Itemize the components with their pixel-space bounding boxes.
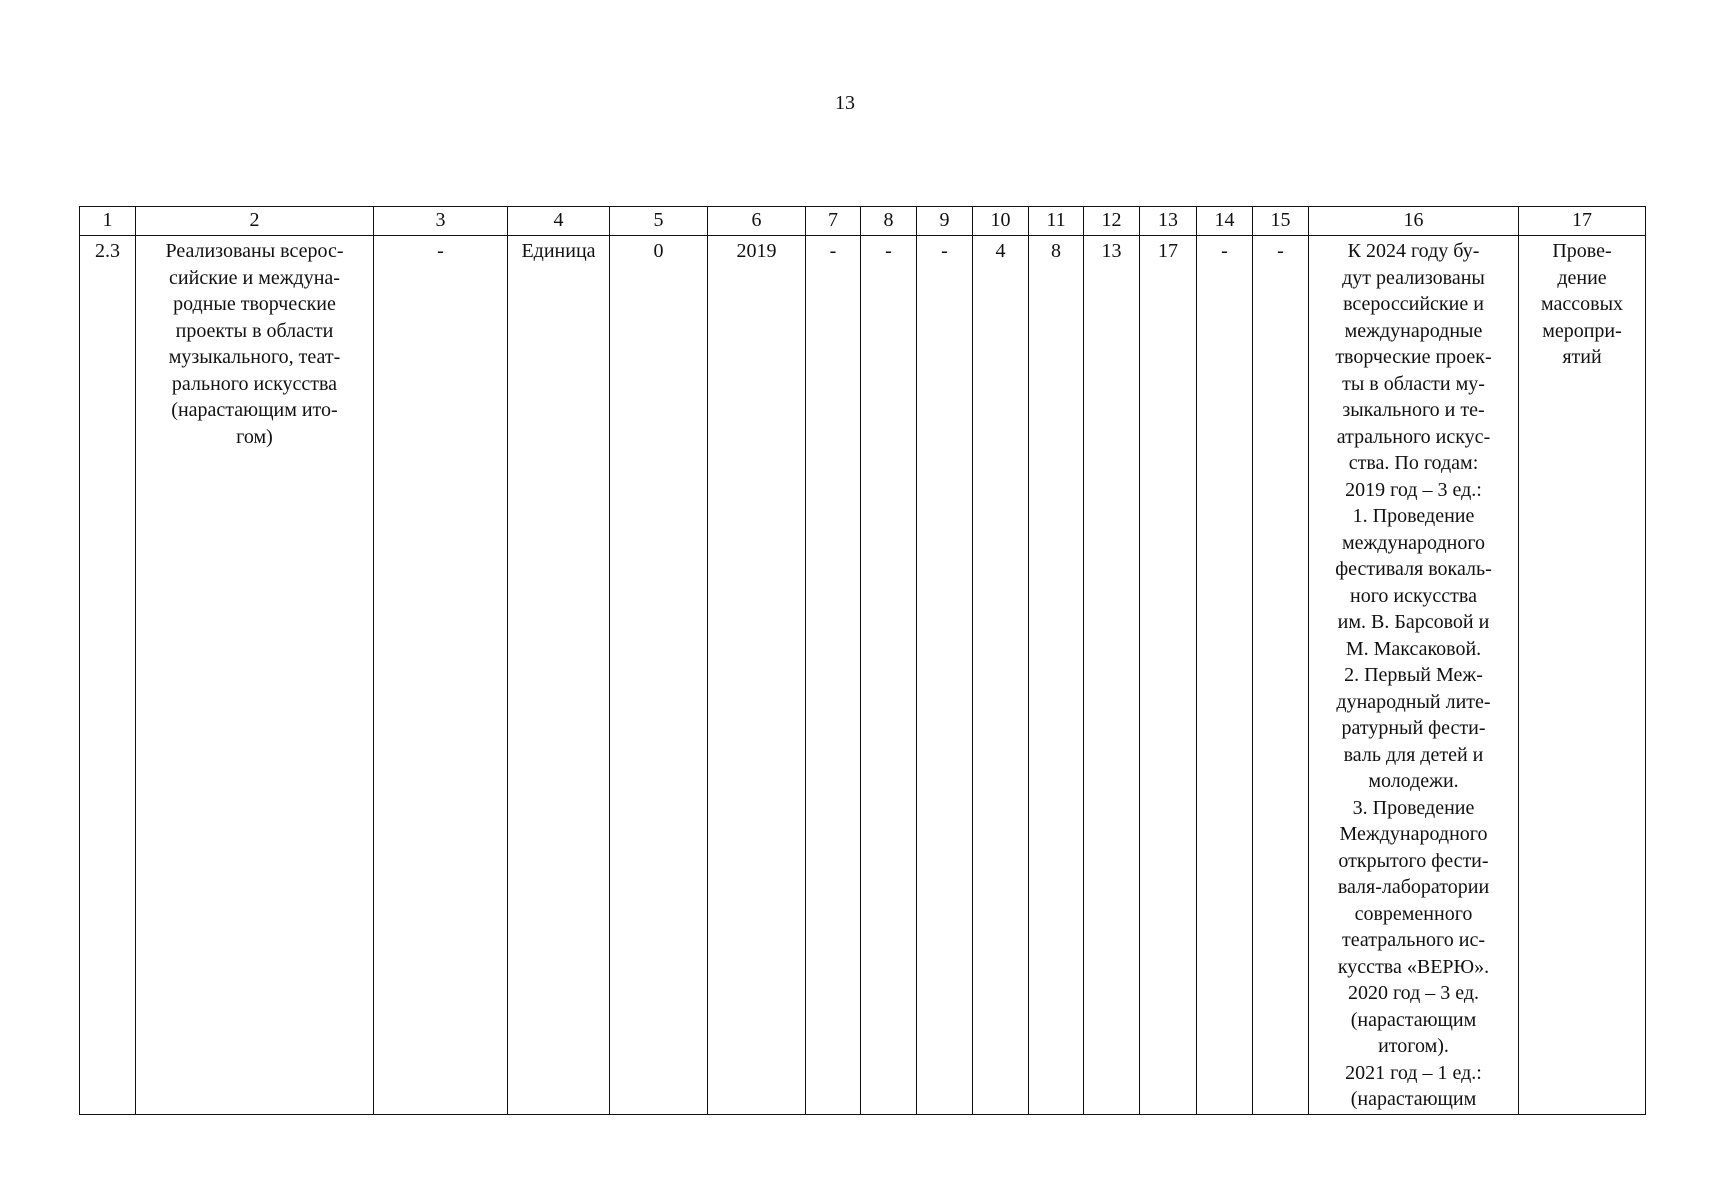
row-number: 2.3 <box>80 236 136 1115</box>
base-year-cell: 2019 <box>708 236 806 1115</box>
table-row <box>80 236 1646 1115</box>
header-col-3: 3 <box>374 207 508 236</box>
cell-col-8: - <box>861 236 917 1115</box>
header-col-5: 5 <box>610 207 708 236</box>
header-col-7: 7 <box>806 207 861 236</box>
page-number: 13 <box>835 92 855 114</box>
note-cell: Прове- дение массовых меропри- ятий <box>1519 236 1646 1115</box>
cell-col-13: 17 <box>1140 236 1197 1115</box>
cell-col-7: - <box>806 236 861 1115</box>
header-col-6: 6 <box>708 207 806 236</box>
cell-col-9: - <box>917 236 973 1115</box>
header-col-8: 8 <box>861 207 917 236</box>
cell-col-11: 8 <box>1029 236 1084 1115</box>
cell-col-10: 4 <box>973 236 1029 1115</box>
base-value-cell: 0 <box>610 236 708 1115</box>
header-col-1: 1 <box>80 207 136 236</box>
unit-cell: Единица <box>508 236 610 1115</box>
description-cell: К 2024 году бу- дут реализованы всероссийские и международные творческие проек- ты в области му- зыкального и те- атрального искус- ства. По годам: 2019 год – 3 ед.: 1. Проведение международного фестиваля вокаль- ного искусства им. В. Барсовой и М. Максаковой. 2. Первый Меж- дународный лите- ратурный фести- валь для детей и молодежи. 3. Проведение Международного открытого фести- валя-лаборатории современного театрального ис- кусства «ВЕРЮ». 2020 год – 3 ед. (нарастающим итогом). 2021 год – 1 ед.: (нарастающим <box>1309 236 1519 1115</box>
header-col-17: 17 <box>1519 207 1646 236</box>
header-col-14: 14 <box>1197 207 1253 236</box>
header-col-4: 4 <box>508 207 610 236</box>
header-col-9: 9 <box>917 207 973 236</box>
header-col-15: 15 <box>1253 207 1309 236</box>
header-row <box>80 207 1646 236</box>
header-col-16: 16 <box>1309 207 1519 236</box>
header-col-2: 2 <box>136 207 374 236</box>
header-col-13: 13 <box>1140 207 1197 236</box>
header-col-10: 10 <box>973 207 1029 236</box>
indicators-table <box>79 206 1646 1115</box>
indicator-name: Реализованы всерос- сийские и междуна- родные творческие проекты в области музыкального, теат- рального искусства (нарастающим ито- гом) <box>136 236 374 1115</box>
cell-col-3: - <box>374 236 508 1115</box>
header-col-11: 11 <box>1029 207 1084 236</box>
cell-col-15: - <box>1253 236 1309 1115</box>
cell-col-12: 13 <box>1084 236 1140 1115</box>
header-col-12: 12 <box>1084 207 1140 236</box>
cell-col-14: - <box>1197 236 1253 1115</box>
